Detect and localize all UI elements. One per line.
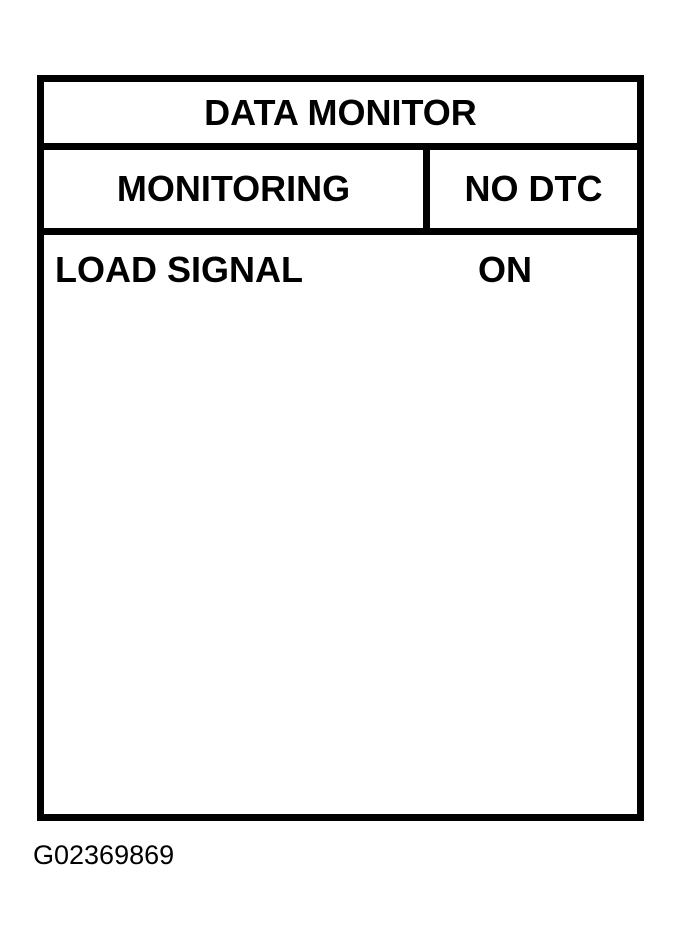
readings-area [44, 235, 637, 295]
dtc-status-cell [430, 150, 637, 228]
reading-row [44, 249, 637, 295]
data-monitor-screen [37, 75, 644, 821]
monitoring-status-label: MONITORING [116, 168, 351, 209]
monitoring-status-cell [44, 150, 430, 228]
reading-label: LOAD SIGNAL [55, 249, 303, 290]
dtc-status-label: NO DTC [464, 168, 603, 209]
screen-title-bar [44, 82, 637, 150]
reading-value: ON [478, 249, 532, 290]
screen-title: DATA MONITOR [204, 91, 477, 133]
figure-caption: G02369869 [33, 840, 175, 870]
status-row [44, 150, 637, 235]
